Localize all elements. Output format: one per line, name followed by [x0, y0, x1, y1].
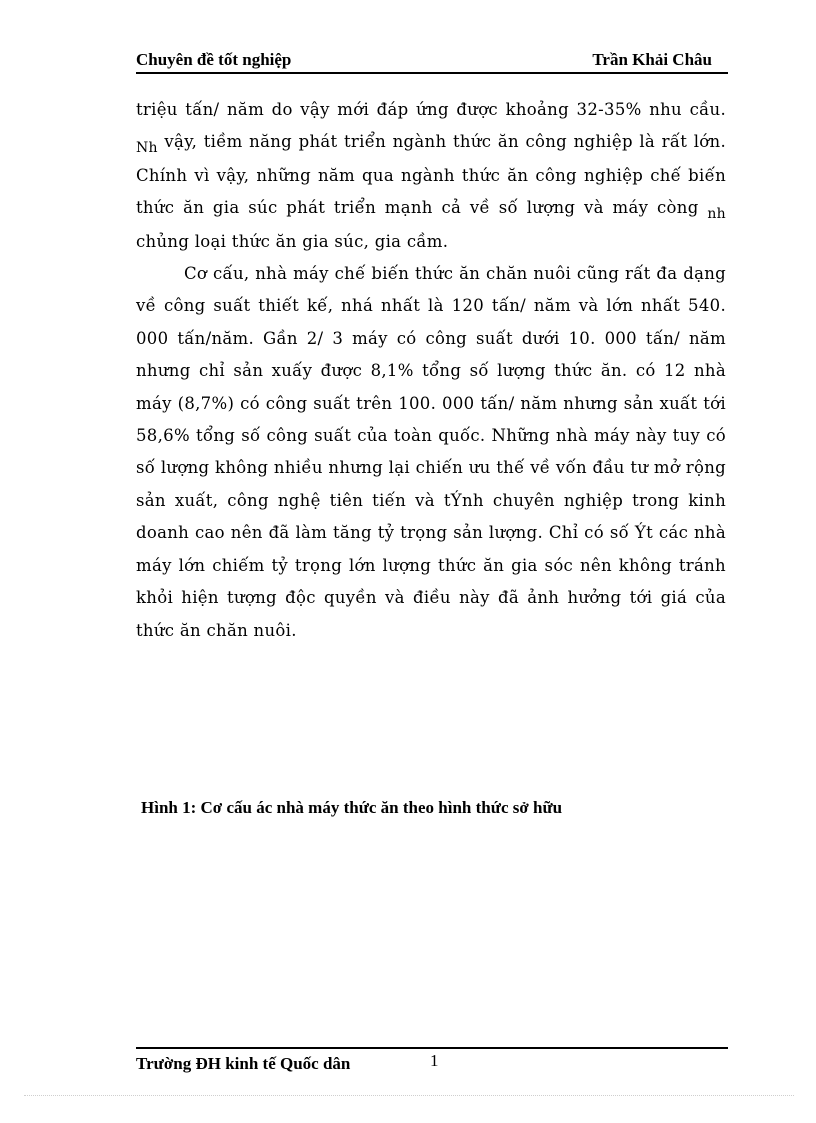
- paragraph-2: Cơ cấu, nhà máy chế biến thức ăn chăn nuôi cũng rất đa dạng về công suất thiết kế, nhá nhất là 120 tấn/ năm và lớn nhất 540. 000 tấn/năm. Gần 2/ 3 máy có công suất dưới 10. 000 tấn/ năm nhưng chỉ sản xuấy được 8,1% tổng số lượng thức ăn. có 12 nhà máy (8,7%) có công suất trên 100. 000 tấn/ năm nhưng sản xuất tới 58,6% tổng số công suất của toàn quốc. Những nhà máy này tuy có số lượng không nhiều nhưng lại chiến ưu thế về vốn đầu tư mở rộng sản xuất, công nghệ tiên tiến và tÝnh chuyên nghiệp trong kinh doanh cao nên đã làm tăng tỷ trọng sản lượng. Chỉ có số Ýt các nhà máy lớn chiếm tỷ trọng lớn lượng thức ăn gia sóc nên không tránh khỏi hiện tượng độc quyền và điều này đã ảnh hưởng tới giá của thức ăn chăn nuôi.: [136, 264, 726, 640]
- paragraph-1-part-3: chủng loại thức ăn gia súc, gia cầm.: [136, 231, 449, 251]
- paragraph-1-part-1: triệu tấn/ năm do vậy mới đáp ứng được khoảng 32-35% nhu cầu.: [136, 100, 726, 119]
- footer-university: Trường ĐH kinh tế Quốc dân: [136, 1054, 351, 1073]
- footer-divider: [136, 1047, 728, 1049]
- body-text: [136, 94, 726, 647]
- paragraph-1: [136, 94, 726, 258]
- page-number: 1: [430, 1051, 439, 1070]
- figure-caption: Hình 1: Cơ cấu ác nhà máy thức ăn theo hình thức sở hữu: [141, 798, 563, 817]
- page-header: [136, 50, 728, 74]
- header-author: Trần Khải Châu: [592, 50, 712, 69]
- header-title: Chuyên đề tốt nghiệp: [136, 50, 292, 69]
- paragraph-1-part-2: vậy, tiềm năng phát triển ngành thức ăn công nghiệp là rất lớn. Chính vì vậy, những năm qua ngành thức ăn công nghiệp chế biến thức ăn gia súc phát triển mạnh cả về số lượng và máy còng: [136, 132, 726, 218]
- text-fragment-nh-2: nh: [707, 206, 726, 223]
- text-fragment-nh-1: Nh: [136, 140, 158, 157]
- page-edge-divider: [24, 1095, 794, 1096]
